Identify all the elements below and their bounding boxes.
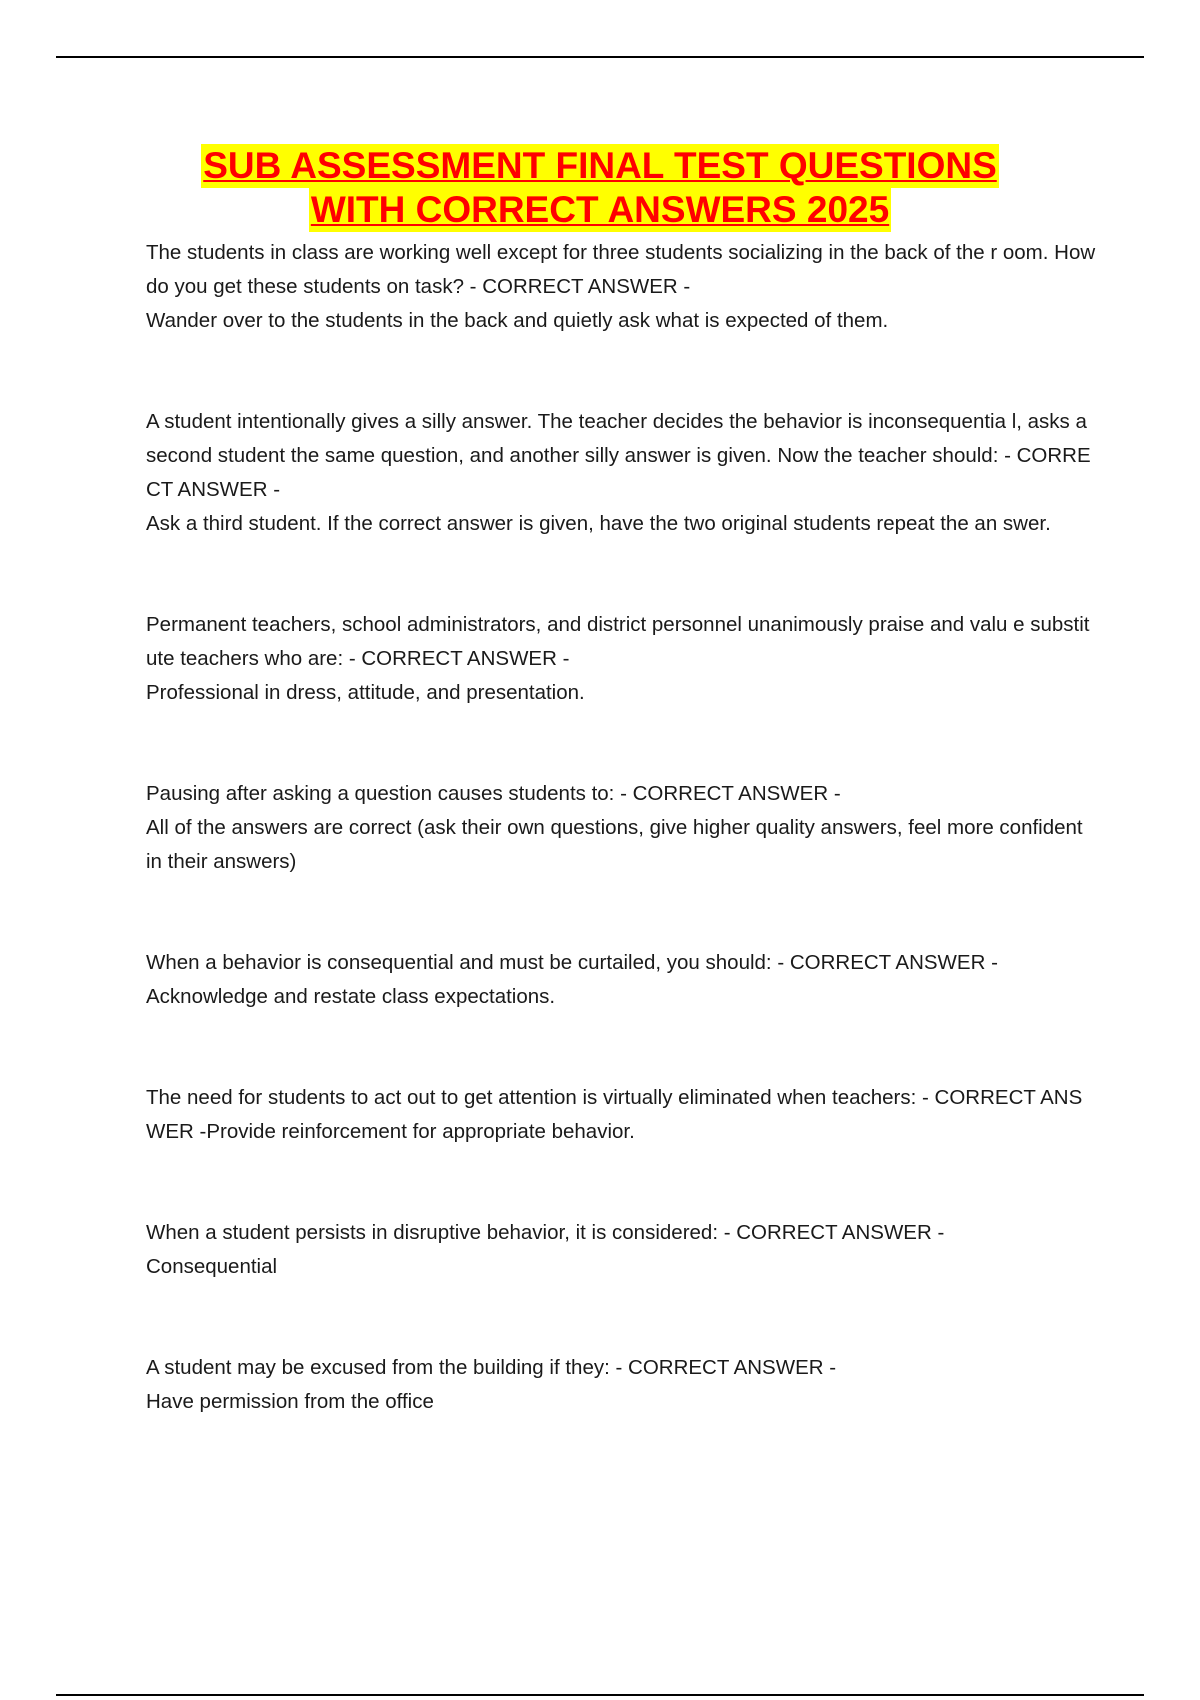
- question-text: Pausing after asking a question causes students to: - CORRECT ANSWER -: [146, 782, 841, 805]
- title-line-2: WITH CORRECT ANSWERS 2025: [310, 189, 890, 230]
- question-text: A student may be excused from the building if they: - CORRECT ANSWER -: [146, 1356, 837, 1379]
- question-text: A student intentionally gives a silly answer. The teacher decides the behavior is inconsequentia l, asks a second student the same question, and another silly answer is given. Now the teacher should: - CORRECT ANSWER -: [146, 410, 1091, 501]
- answer-text: Consequential: [146, 1255, 278, 1278]
- question-text: The need for students to act out to get attention is virtually eliminated when teachers: - CORRECT ANSWER -Provide reinforcement for appropriate behavior.: [146, 1086, 1083, 1143]
- qa-item: [146, 1081, 1096, 1149]
- bottom-divider: [56, 1694, 1144, 1696]
- qa-item: [146, 777, 1096, 879]
- answer-text: Acknowledge and restate class expectations.: [146, 985, 556, 1008]
- qa-item: [146, 608, 1096, 710]
- document-title: [60, 144, 1140, 232]
- qa-item: [146, 1216, 1096, 1284]
- qa-item: [146, 236, 1096, 338]
- title-line-1: SUB ASSESSMENT FINAL TEST QUESTIONS: [203, 145, 997, 186]
- qa-list: [146, 236, 1096, 1419]
- answer-text: All of the answers are correct (ask their own questions, give higher quality answers, feel more confident in their answers): [146, 816, 1083, 873]
- question-text: When a student persists in disruptive behavior, it is considered: - CORRECT ANSWER -: [146, 1221, 945, 1244]
- answer-text: Have permission from the office: [146, 1390, 434, 1413]
- answer-text: Professional in dress, attitude, and presentation.: [146, 681, 585, 704]
- qa-item: [146, 946, 1096, 1014]
- question-text: The students in class are working well except for three students socializing in the back of the r oom. How do you get these students on task? - CORRECT ANSWER -: [146, 241, 1096, 298]
- answer-text: Wander over to the students in the back and quietly ask what is expected of them.: [146, 309, 889, 332]
- qa-item: [146, 1351, 1096, 1419]
- question-text: When a behavior is consequential and must be curtailed, you should: - CORRECT ANSWER -: [146, 951, 998, 974]
- question-text: Permanent teachers, school administrators, and district personnel unanimously praise and valu e substitute teachers who are: - CORRECT ANSWER -: [146, 613, 1090, 670]
- qa-item: [146, 405, 1096, 541]
- top-divider: [56, 56, 1144, 58]
- answer-text: Ask a third student. If the correct answer is given, have the two original students repeat the an swer.: [146, 512, 1051, 535]
